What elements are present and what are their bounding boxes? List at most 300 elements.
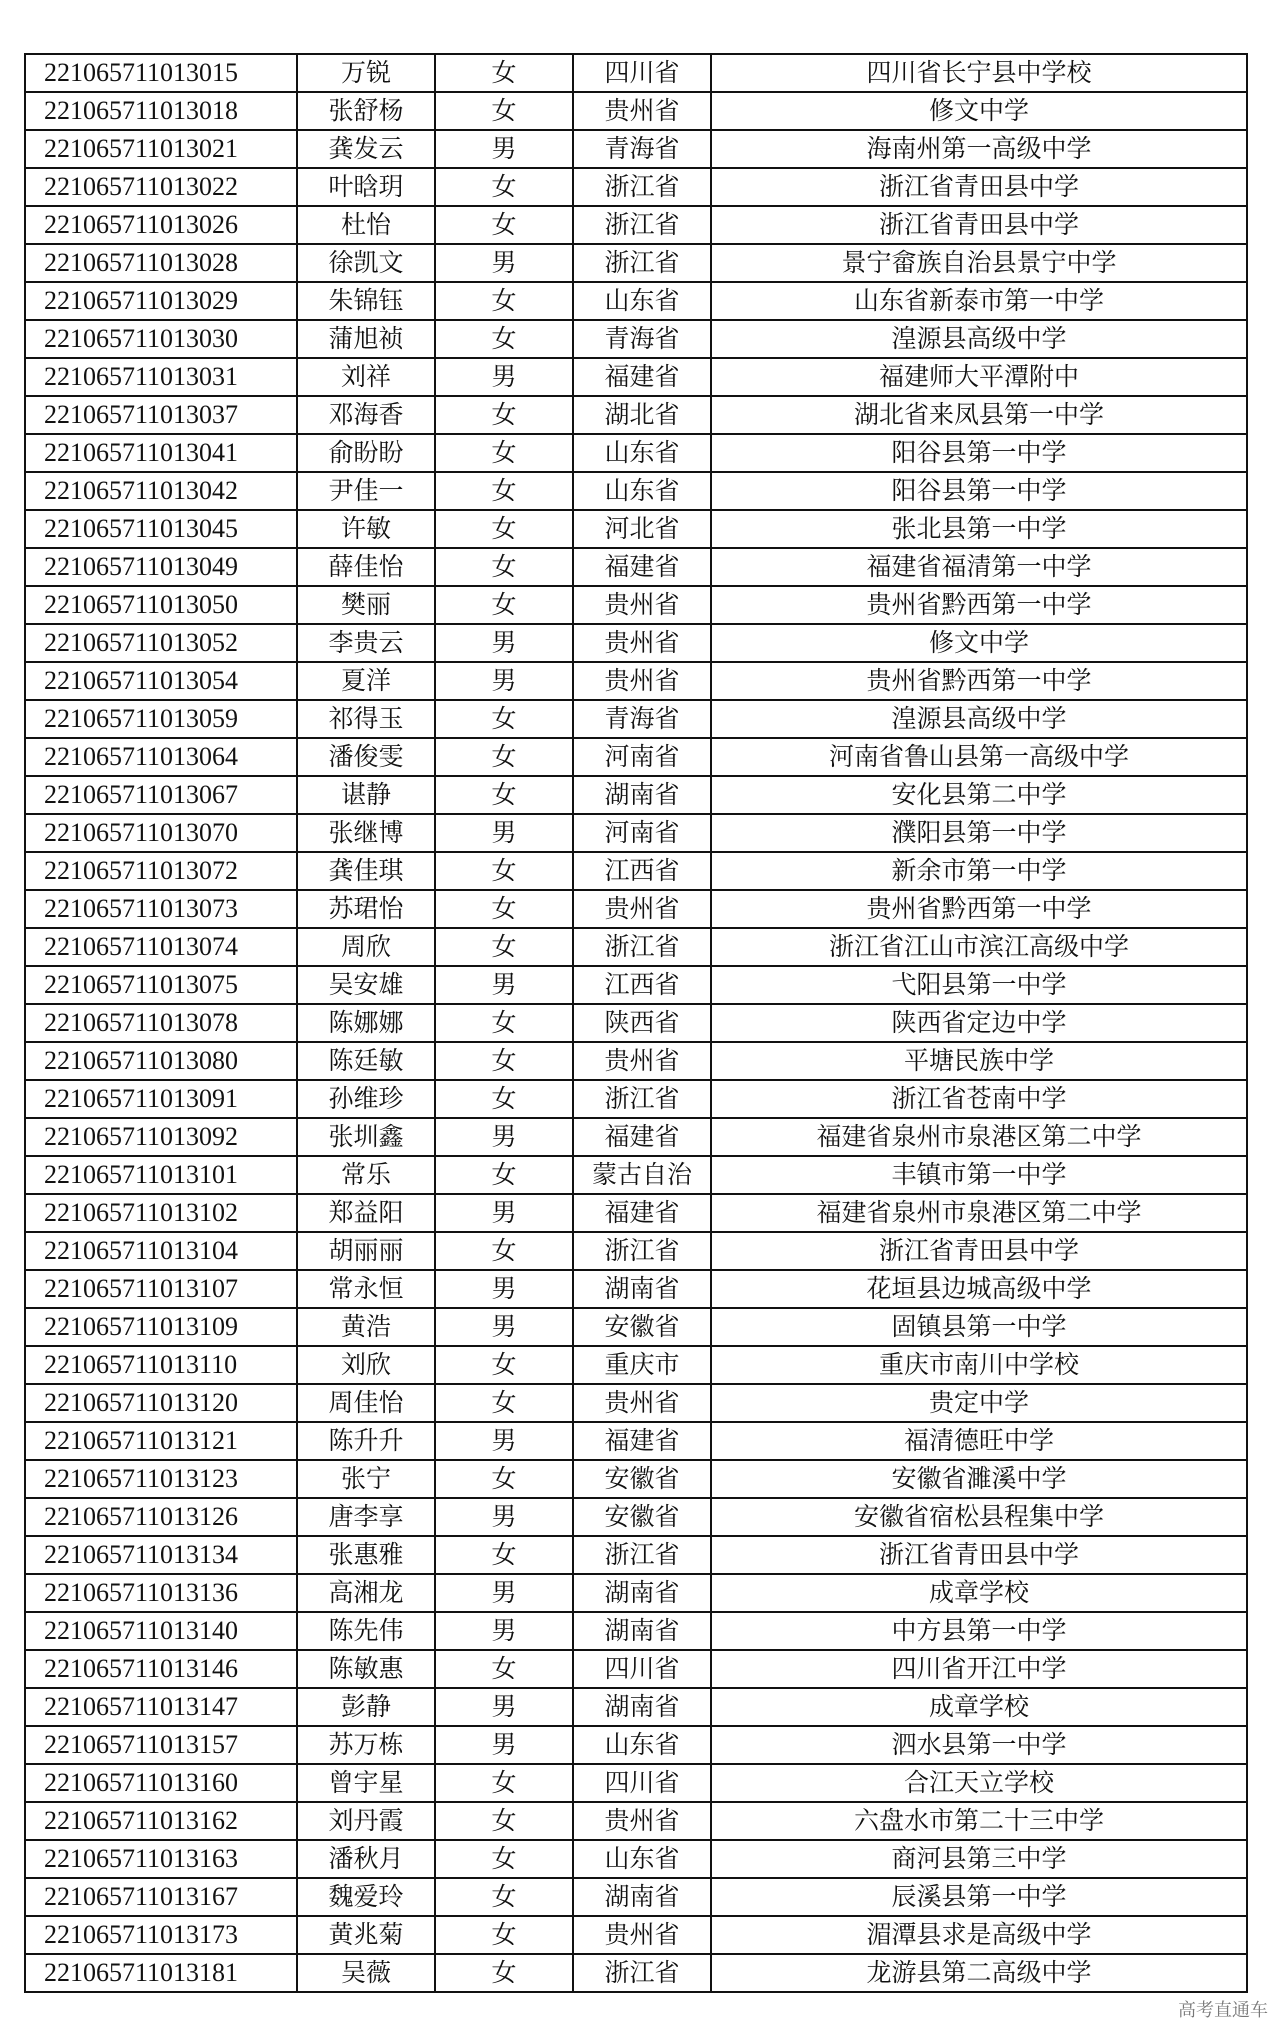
cell-gender: 男 [435,1498,573,1536]
cell-name: 刘欣 [297,1346,435,1384]
table-row [25,1384,1247,1422]
cell-gender: 女 [435,1536,573,1574]
cell-province: 浙江省 [573,244,711,282]
cell-id: 221065711013181 [25,1954,297,1992]
cell-name: 曾宇星 [297,1764,435,1802]
cell-school: 花垣县边城高级中学 [711,1270,1247,1308]
cell-gender: 男 [435,662,573,700]
cell-school: 浙江省青田县中学 [711,206,1247,244]
cell-school: 濮阳县第一中学 [711,814,1247,852]
cell-province: 四川省 [573,1764,711,1802]
cell-name: 朱锦钰 [297,282,435,320]
cell-province: 山东省 [573,282,711,320]
cell-school: 合江天立学校 [711,1764,1247,1802]
cell-school: 修文中学 [711,624,1247,662]
cell-name: 潘秋月 [297,1840,435,1878]
cell-id: 221065711013136 [25,1574,297,1612]
cell-name: 刘祥 [297,358,435,396]
cell-id: 221065711013160 [25,1764,297,1802]
table-row [25,1308,1247,1346]
cell-gender: 女 [435,434,573,472]
cell-province: 陕西省 [573,1004,711,1042]
cell-gender: 女 [435,168,573,206]
cell-id: 221065711013110 [25,1346,297,1384]
cell-gender: 女 [435,472,573,510]
cell-gender: 女 [435,320,573,358]
cell-school: 景宁畲族自治县景宁中学 [711,244,1247,282]
cell-province: 湖北省 [573,396,711,434]
cell-province: 福建省 [573,1194,711,1232]
cell-name: 周欣 [297,928,435,966]
cell-id: 221065711013126 [25,1498,297,1536]
cell-name: 黄兆菊 [297,1916,435,1954]
cell-gender: 女 [435,1802,573,1840]
table-row [25,434,1247,472]
cell-school: 中方县第一中学 [711,1612,1247,1650]
table-row [25,1726,1247,1764]
cell-gender: 女 [435,396,573,434]
cell-name: 夏洋 [297,662,435,700]
cell-id: 221065711013157 [25,1726,297,1764]
table-row [25,54,1247,92]
cell-id: 221065711013021 [25,130,297,168]
cell-province: 贵州省 [573,92,711,130]
cell-id: 221065711013091 [25,1080,297,1118]
cell-gender: 男 [435,1270,573,1308]
table-row [25,1954,1247,1992]
table-row [25,396,1247,434]
cell-id: 221065711013072 [25,852,297,890]
cell-gender: 女 [435,54,573,92]
cell-id: 221065711013104 [25,1232,297,1270]
cell-province: 浙江省 [573,1536,711,1574]
cell-gender: 男 [435,130,573,168]
cell-name: 蒲旭祯 [297,320,435,358]
table-row [25,1802,1247,1840]
cell-province: 湖南省 [573,1270,711,1308]
cell-gender: 男 [435,1574,573,1612]
cell-school: 浙江省青田县中学 [711,1536,1247,1574]
cell-school: 陕西省定边中学 [711,1004,1247,1042]
cell-id: 221065711013162 [25,1802,297,1840]
cell-school: 重庆市南川中学校 [711,1346,1247,1384]
table-row [25,472,1247,510]
cell-name: 郑益阳 [297,1194,435,1232]
student-table [24,53,1248,1993]
cell-province: 安徽省 [573,1308,711,1346]
cell-name: 陈娜娜 [297,1004,435,1042]
cell-province: 河北省 [573,510,711,548]
table-row [25,244,1247,282]
cell-province: 福建省 [573,548,711,586]
cell-name: 李贵云 [297,624,435,662]
cell-gender: 女 [435,1840,573,1878]
cell-province: 河南省 [573,814,711,852]
cell-school: 湟源县高级中学 [711,320,1247,358]
cell-school: 四川省长宁县中学校 [711,54,1247,92]
cell-id: 221065711013107 [25,1270,297,1308]
table-body [25,54,1247,1992]
cell-id: 221065711013067 [25,776,297,814]
cell-name: 陈先伟 [297,1612,435,1650]
table-row [25,320,1247,358]
table-row [25,510,1247,548]
cell-school: 福建省福清第一中学 [711,548,1247,586]
cell-province: 浙江省 [573,168,711,206]
cell-province: 青海省 [573,320,711,358]
cell-name: 谌静 [297,776,435,814]
cell-id: 221065711013092 [25,1118,297,1156]
cell-id: 221065711013030 [25,320,297,358]
cell-province: 贵州省 [573,662,711,700]
cell-gender: 女 [435,890,573,928]
table-row [25,966,1247,1004]
cell-name: 吴安雄 [297,966,435,1004]
cell-province: 重庆市 [573,1346,711,1384]
table-row [25,206,1247,244]
cell-gender: 男 [435,1308,573,1346]
cell-name: 陈敏惠 [297,1650,435,1688]
cell-id: 221065711013147 [25,1688,297,1726]
table-row [25,738,1247,776]
cell-id: 221065711013050 [25,586,297,624]
table-row [25,92,1247,130]
cell-school: 浙江省江山市滨江高级中学 [711,928,1247,966]
cell-province: 山东省 [573,1840,711,1878]
cell-gender: 女 [435,1004,573,1042]
cell-school: 成章学校 [711,1688,1247,1726]
cell-name: 胡丽丽 [297,1232,435,1270]
cell-gender: 女 [435,700,573,738]
cell-id: 221065711013134 [25,1536,297,1574]
cell-school: 贵州省黔西第一中学 [711,662,1247,700]
cell-gender: 女 [435,1384,573,1422]
cell-name: 张惠雅 [297,1536,435,1574]
cell-id: 221065711013078 [25,1004,297,1042]
cell-province: 河南省 [573,738,711,776]
table-row [25,700,1247,738]
cell-gender: 男 [435,1688,573,1726]
cell-name: 刘丹霞 [297,1802,435,1840]
cell-id: 221065711013022 [25,168,297,206]
cell-id: 221065711013015 [25,54,297,92]
cell-gender: 男 [435,966,573,1004]
cell-name: 万锐 [297,54,435,92]
cell-school: 成章学校 [711,1574,1247,1612]
cell-name: 薛佳怡 [297,548,435,586]
cell-name: 叶晗玥 [297,168,435,206]
cell-school: 浙江省苍南中学 [711,1080,1247,1118]
table-row [25,662,1247,700]
cell-school: 浙江省青田县中学 [711,1232,1247,1270]
table-row [25,1270,1247,1308]
cell-province: 福建省 [573,358,711,396]
cell-id: 221065711013102 [25,1194,297,1232]
cell-name: 黄浩 [297,1308,435,1346]
cell-gender: 女 [435,776,573,814]
cell-school: 弋阳县第一中学 [711,966,1247,1004]
cell-id: 221065711013075 [25,966,297,1004]
table-row [25,1004,1247,1042]
cell-province: 青海省 [573,130,711,168]
table-row [25,852,1247,890]
cell-province: 湖南省 [573,1688,711,1726]
cell-name: 徐凯文 [297,244,435,282]
cell-province: 福建省 [573,1118,711,1156]
table-row [25,282,1247,320]
cell-province: 贵州省 [573,1384,711,1422]
cell-name: 苏万栋 [297,1726,435,1764]
cell-id: 221065711013037 [25,396,297,434]
cell-id: 221065711013031 [25,358,297,396]
table-row [25,1080,1247,1118]
cell-school: 阳谷县第一中学 [711,434,1247,472]
table-row [25,130,1247,168]
cell-province: 安徽省 [573,1498,711,1536]
cell-id: 221065711013073 [25,890,297,928]
cell-gender: 男 [435,1118,573,1156]
table-row [25,358,1247,396]
cell-school: 湖北省来凤县第一中学 [711,396,1247,434]
cell-name: 常乐 [297,1156,435,1194]
cell-id: 221065711013074 [25,928,297,966]
cell-name: 吴薇 [297,1954,435,1992]
cell-school: 四川省开江中学 [711,1650,1247,1688]
cell-id: 221065711013026 [25,206,297,244]
cell-province: 湖南省 [573,1878,711,1916]
cell-school: 湟源县高级中学 [711,700,1247,738]
cell-province: 浙江省 [573,1080,711,1118]
cell-id: 221065711013173 [25,1916,297,1954]
cell-school: 福清德旺中学 [711,1422,1247,1460]
cell-province: 四川省 [573,54,711,92]
cell-id: 221065711013123 [25,1460,297,1498]
cell-province: 青海省 [573,700,711,738]
cell-gender: 男 [435,1194,573,1232]
cell-name: 杜怡 [297,206,435,244]
cell-gender: 女 [435,282,573,320]
cell-name: 高湘龙 [297,1574,435,1612]
cell-school: 安化县第二中学 [711,776,1247,814]
cell-province: 福建省 [573,1422,711,1460]
cell-school: 福建省泉州市泉港区第二中学 [711,1194,1247,1232]
cell-gender: 男 [435,1422,573,1460]
cell-name: 彭静 [297,1688,435,1726]
cell-school: 贵定中学 [711,1384,1247,1422]
cell-id: 221065711013054 [25,662,297,700]
cell-province: 四川省 [573,1650,711,1688]
cell-name: 俞盼盼 [297,434,435,472]
cell-id: 221065711013080 [25,1042,297,1080]
cell-name: 龚发云 [297,130,435,168]
cell-gender: 男 [435,1612,573,1650]
cell-id: 221065711013045 [25,510,297,548]
cell-gender: 女 [435,1346,573,1384]
cell-province: 贵州省 [573,1042,711,1080]
cell-id: 221065711013018 [25,92,297,130]
cell-gender: 女 [435,1764,573,1802]
cell-gender: 男 [435,358,573,396]
cell-school: 新余市第一中学 [711,852,1247,890]
cell-gender: 女 [435,548,573,586]
cell-name: 祁得玉 [297,700,435,738]
table-row [25,814,1247,852]
table-row [25,1840,1247,1878]
cell-gender: 男 [435,244,573,282]
table-row [25,1194,1247,1232]
table-row [25,1232,1247,1270]
cell-id: 221065711013109 [25,1308,297,1346]
cell-id: 221065711013052 [25,624,297,662]
table-row [25,624,1247,662]
cell-name: 张继博 [297,814,435,852]
cell-name: 孙维珍 [297,1080,435,1118]
cell-id: 221065711013121 [25,1422,297,1460]
cell-school: 固镇县第一中学 [711,1308,1247,1346]
table-row [25,1612,1247,1650]
cell-province: 浙江省 [573,206,711,244]
cell-province: 山东省 [573,472,711,510]
cell-province: 湖南省 [573,776,711,814]
cell-name: 张圳鑫 [297,1118,435,1156]
cell-id: 221065711013049 [25,548,297,586]
cell-school: 安徽省宿松县程集中学 [711,1498,1247,1536]
cell-gender: 女 [435,1042,573,1080]
table-row [25,1878,1247,1916]
table-row [25,890,1247,928]
cell-province: 山东省 [573,1726,711,1764]
table-row [25,1536,1247,1574]
table-row [25,776,1247,814]
cell-id: 221065711013041 [25,434,297,472]
cell-province: 贵州省 [573,1802,711,1840]
cell-name: 张宁 [297,1460,435,1498]
cell-province: 山东省 [573,434,711,472]
cell-id: 221065711013101 [25,1156,297,1194]
cell-name: 陈廷敏 [297,1042,435,1080]
cell-gender: 男 [435,624,573,662]
cell-province: 江西省 [573,966,711,1004]
cell-school: 贵州省黔西第一中学 [711,890,1247,928]
cell-province: 湖南省 [573,1612,711,1650]
cell-name: 陈升升 [297,1422,435,1460]
cell-school: 山东省新泰市第一中学 [711,282,1247,320]
cell-school: 丰镇市第一中学 [711,1156,1247,1194]
cell-gender: 女 [435,1080,573,1118]
table-row [25,1460,1247,1498]
cell-name: 樊丽 [297,586,435,624]
table-row [25,1118,1247,1156]
cell-gender: 女 [435,1232,573,1270]
table-row [25,1574,1247,1612]
cell-school: 商河县第三中学 [711,1840,1247,1878]
cell-gender: 女 [435,206,573,244]
cell-province: 蒙古自治 [573,1156,711,1194]
cell-id: 221065711013059 [25,700,297,738]
cell-gender: 女 [435,1650,573,1688]
cell-name: 常永恒 [297,1270,435,1308]
cell-name: 许敏 [297,510,435,548]
cell-school: 辰溪县第一中学 [711,1878,1247,1916]
cell-name: 邓海香 [297,396,435,434]
cell-province: 贵州省 [573,586,711,624]
cell-province: 安徽省 [573,1460,711,1498]
cell-gender: 女 [435,92,573,130]
cell-school: 贵州省黔西第一中学 [711,586,1247,624]
cell-id: 221065711013167 [25,1878,297,1916]
cell-id: 221065711013146 [25,1650,297,1688]
cell-gender: 女 [435,738,573,776]
cell-school: 修文中学 [711,92,1247,130]
cell-id: 221065711013140 [25,1612,297,1650]
table-row [25,1156,1247,1194]
cell-province: 浙江省 [573,1232,711,1270]
cell-gender: 女 [435,1916,573,1954]
cell-id: 221065711013042 [25,472,297,510]
cell-id: 221065711013028 [25,244,297,282]
cell-school: 龙游县第二高级中学 [711,1954,1247,1992]
cell-province: 浙江省 [573,928,711,966]
cell-gender: 女 [435,1460,573,1498]
cell-name: 唐李享 [297,1498,435,1536]
table-row [25,928,1247,966]
cell-name: 周佳怡 [297,1384,435,1422]
cell-school: 平塘民族中学 [711,1042,1247,1080]
cell-school: 张北县第一中学 [711,510,1247,548]
cell-id: 221065711013029 [25,282,297,320]
cell-school: 泗水县第一中学 [711,1726,1247,1764]
table-row [25,586,1247,624]
table-row [25,1498,1247,1536]
cell-school: 阳谷县第一中学 [711,472,1247,510]
table-row [25,1650,1247,1688]
table-row [25,1688,1247,1726]
cell-school: 六盘水市第二十三中学 [711,1802,1247,1840]
cell-gender: 女 [435,586,573,624]
cell-id: 221065711013064 [25,738,297,776]
cell-name: 张舒杨 [297,92,435,130]
table-row [25,1764,1247,1802]
cell-school: 福建省泉州市泉港区第二中学 [711,1118,1247,1156]
cell-school: 河南省鲁山县第一高级中学 [711,738,1247,776]
cell-gender: 女 [435,1878,573,1916]
cell-province: 贵州省 [573,1916,711,1954]
cell-id: 221065711013163 [25,1840,297,1878]
cell-name: 龚佳琪 [297,852,435,890]
cell-school: 浙江省青田县中学 [711,168,1247,206]
cell-name: 苏珺怡 [297,890,435,928]
table-row [25,1042,1247,1080]
cell-gender: 女 [435,928,573,966]
table-row [25,1422,1247,1460]
cell-name: 魏爱玲 [297,1878,435,1916]
cell-gender: 男 [435,814,573,852]
cell-gender: 女 [435,1156,573,1194]
cell-province: 江西省 [573,852,711,890]
cell-gender: 女 [435,852,573,890]
cell-school: 湄潭县求是高级中学 [711,1916,1247,1954]
cell-id: 221065711013070 [25,814,297,852]
cell-province: 浙江省 [573,1954,711,1992]
table-row [25,1346,1247,1384]
cell-school: 福建师大平潭附中 [711,358,1247,396]
cell-name: 尹佳一 [297,472,435,510]
cell-province: 贵州省 [573,890,711,928]
cell-gender: 女 [435,1954,573,1992]
cell-gender: 男 [435,1726,573,1764]
watermark-text: 高考直通车 [1178,2000,1268,2021]
cell-school: 海南州第一高级中学 [711,130,1247,168]
